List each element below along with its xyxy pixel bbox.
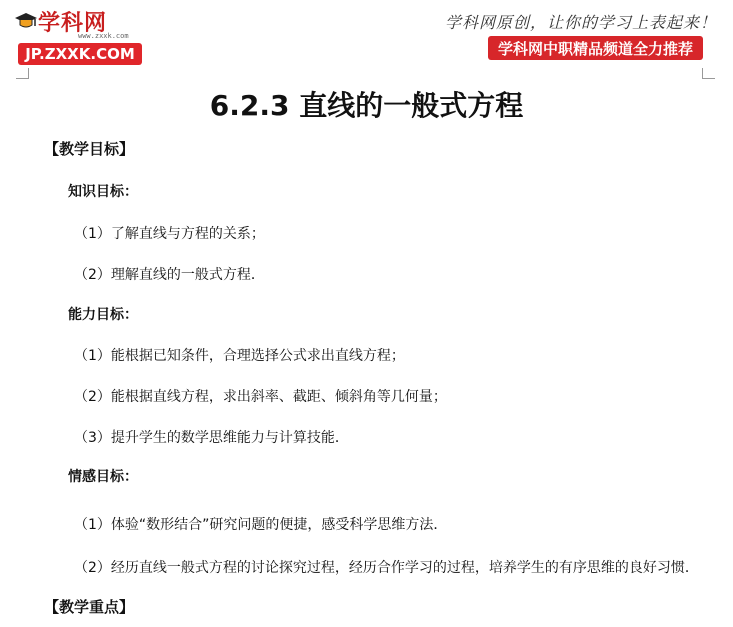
logo-banner[interactable]: JP.ZXXK.COM: [18, 43, 142, 65]
slogan: 学科网原创，让你的学习上表起来！: [444, 13, 717, 32]
corner-mark-left: [16, 68, 29, 79]
knowledge-item: （1）了解直线与方程的关系；: [74, 226, 265, 242]
knowledge-item: （2）理解直线的一般式方程．: [74, 267, 265, 283]
page-title: 6.2.3 直线的一般式方程: [209, 89, 524, 122]
emotion-item: （2）经历直线一般式方程的讨论探究过程，经历合作学习的过程，培养学生的有序思维的良好习惯．: [74, 560, 699, 576]
goals-heading: 【教学目标】: [44, 140, 135, 158]
logo-text: 学科网: [38, 11, 108, 36]
emotion-heading: 情感目标：: [68, 469, 138, 485]
emotion-item: （1）体验“数形结合”研究问题的便捷，感受科学思维方法．: [74, 517, 448, 533]
recommend-banner[interactable]: 学科网中职精品频道全力推荐: [488, 36, 703, 60]
ability-item: （1）能根据已知条件，合理选择公式求出直线方程；: [74, 348, 405, 364]
graduation-cap-icon: [14, 10, 38, 34]
logo-url-small: www.zxxk.com: [78, 32, 129, 40]
site-logo[interactable]: [14, 6, 144, 66]
corner-mark-right: [702, 68, 715, 79]
ability-item: （2）能根据直线方程，求出斜率、截距、倾斜角等几何量；: [74, 389, 447, 405]
ability-item: （3）提升学生的数学思维能力与计算技能．: [74, 430, 349, 446]
ability-heading: 能力目标：: [68, 307, 138, 323]
knowledge-heading: 知识目标：: [68, 184, 138, 200]
key-points-heading: 【教学重点】: [44, 598, 135, 616]
